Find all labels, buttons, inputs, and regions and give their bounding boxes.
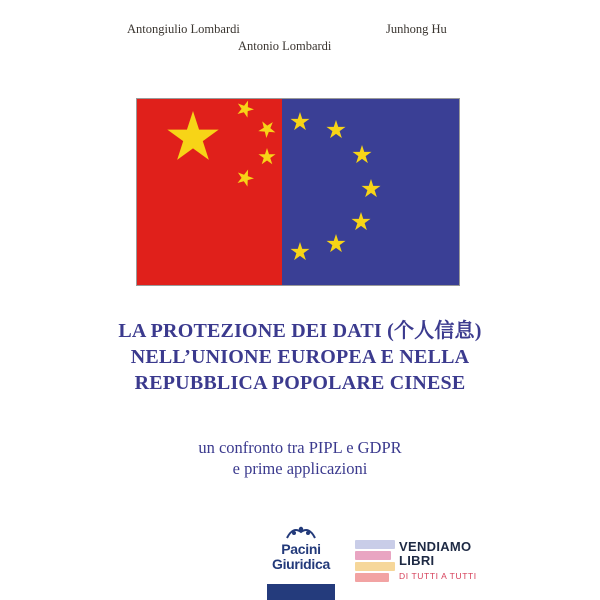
badge-line-2: LIBRI xyxy=(399,553,435,568)
author-block xyxy=(0,22,600,72)
publisher-name-line-1: Pacini xyxy=(281,541,321,557)
publisher-logo xyxy=(261,524,341,600)
title-line-1: LA PROTEZIONE DEI DATI (个人信息) xyxy=(118,320,482,342)
china-half xyxy=(137,99,282,285)
china-eu-split-flag-icon xyxy=(136,98,460,286)
book-title xyxy=(0,318,600,396)
book-subtitle xyxy=(0,437,600,479)
publisher-bar xyxy=(267,584,335,600)
pacini-emblem-icon xyxy=(285,524,317,540)
title-line-2: NELL’UNIONE EUROPEA E NELLA xyxy=(130,346,470,368)
publisher-name-line-2: Giuridica xyxy=(272,556,330,572)
title-line-3: REPUBBLICA POPOLARE CINESE xyxy=(134,372,466,394)
badge-line-1: VENDIAMO xyxy=(399,539,472,554)
author-antongiulio-lombardi: Antongiulio Lombardi xyxy=(127,22,240,36)
badge-text xyxy=(399,540,477,582)
vendiamo-libri-stripes-icon xyxy=(355,540,397,584)
subtitle-line-2: e prime applicazioni xyxy=(232,459,368,478)
badge-line-3: DI TUTTI A TUTTI xyxy=(399,571,477,581)
author-junhong-hu: Junhong Hu xyxy=(386,22,447,36)
vendiamo-libri-badge xyxy=(355,540,505,596)
author-antonio-lombardi: Antonio Lombardi xyxy=(238,39,332,53)
subtitle-line-1: un confronto tra PIPL e GDPR xyxy=(198,438,402,457)
